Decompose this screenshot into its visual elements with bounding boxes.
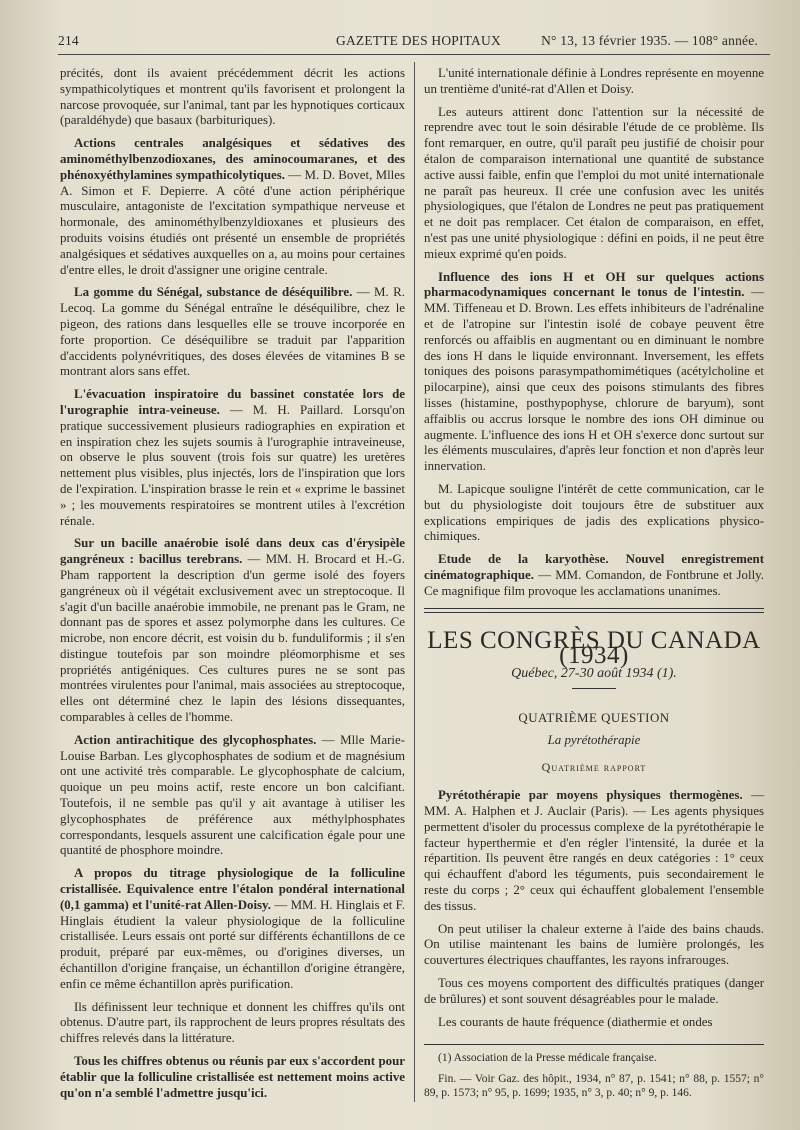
article-aminomethylbenzodioxanes (60, 136, 405, 278)
article-text: — MM. A. Halphen et J. Auclair (Paris). — Les agents physiques permettent d'isoler du processus complexe de la pyrétothérapie le facteur hyperthermie et d'en régler l'intensité, la durée et la répartition. Ils peuvent être rangés en deux catégories : 1° ceux qui échauffent d'abord les téguments, puis secondairement le reste du corps ; 2° ceux qui échauffent globalement l'ensemble des tissus. (424, 788, 764, 913)
article-title: Sur un bacille anaérobie isolé dans deux cas d'érysipèle gangréneux : bacillus terebrans. (60, 536, 405, 567)
question-heading: QUATRIÈME QUESTION (518, 710, 670, 725)
article-title: A propos du titrage physiologique de la folliculine cristallisée. Equivalence entre l'étalon pondéral international (0,1 gamma) et l'unité-rat Allen-Doisy. (60, 866, 405, 912)
report-heading: Quatrième rapport (541, 760, 647, 775)
article-evacuation-bassinet (60, 387, 405, 529)
article-title: Pyrétothérapie par moyens physiques thermogènes. (438, 788, 743, 803)
topic-heading: La pyrétothérapie (547, 732, 641, 747)
congress-heading: LES CONGRÈS DU CANADA (1934) (427, 626, 761, 670)
footnote: Fin. — Voir Gaz. des hôpit., 1934, n° 87, p. 1541; n° 88, p. 1557; n° 89, p. 1573; n° 95, p. 1699; 1935, n° 3, p. 40; n° 9, p. 146. (424, 1073, 764, 1100)
issue-info: N° 13, 13 février 1935. — 108° année. (541, 33, 758, 48)
paragraph: précités, dont ils avaient précédemment décrit les actions sympathicolytiques et montrent qu'ils favorisent et prolongent la narcose provoquée, sur l'animal, tant par les hypnotiques corticaux (paraldéhyde) que basaux (barbituriques). (60, 66, 405, 128)
article-text: — M. R. Lecoq. La gomme du Sénégal entraîne le déséquilibre, chez le pigeon, des rations dans lesquelles elle se trouve incorporée en forte proportion. Ce déséquilibre se traduit par l'apparition d'accidents polynévritiques, des doses élevées de vitamines B se montrant alors sans effet. (60, 285, 405, 379)
article-glycophosphates (60, 733, 405, 859)
paragraph: M. Lapicque souligne l'intérêt de cette communication, car le but du physiologiste doit toujours être de substituer aux explications empiriques de jadis des explications physico-chimiques. (424, 481, 764, 544)
paragraph (60, 1054, 405, 1101)
journal-title: GAZETTE DES HOPITAUX (336, 33, 501, 48)
article-text: — MM. Comandon, de Fontbrune et Jolly. Ce magnifique film provoque les acclamations unanimes. (424, 567, 764, 598)
article-text: — Mlle Marie-Louise Barban. Les glycophosphates de sodium et de magnésium ont une activité très comparable. Le glycophosphate de calcium, quoique un peu moins actif, reste encore un bon calcifiant. Toutefois, il ne semble pas qu'il y ait avantage à utiliser les glycophosphates de préférence aux méthylphosphates correspondants, lesquels assurent une calcification égale pour une quantité de phosphore moindre. (60, 732, 405, 858)
article-title: Actions centrales analgésiques et sédatives des aminométhylbenzodioxanes, des aminocoumaranes, et des phénoxyéthylamines sympathicolytiques. (60, 136, 405, 182)
article-text: — M. H. Paillard. Lorsqu'on pratique successivement plusieurs radiographies en expiration et en inspiration chez les sujets soumis à l'urographie intraveineuse, on observe le plus souvent (trois fois sur quatre) les uretères nettement plus visibles, plus injectés, lors de l'inspiration que lors de l'expiration. L'inspiration brasse le rein et « exprime le bassinet » ; les mouvements respiratoires se montrent utiles à l'excrétion rénale. (60, 402, 406, 528)
article-text: — M. D. Bovet, Mlles A. Simon et F. Depierre. A côté d'une action périphérique musculaire, antagoniste de l'excitation sympathique nerveuse et hormonale, des aminométhylbenzyldioxanes et plusieurs des produits voisins étudiés ont présenté un ensemble de propriétés analgésiques et sédatives auxquelles on a, au moins pour certaines d'entre elles, le droit d'assigner une origine centrale. (60, 167, 405, 277)
article-title: L'évacuation inspiratoire du bassinet constatée lors de l'urographie intra-veineuse. (60, 387, 405, 417)
paragraph: Ils définissent leur technique et donnent les chiffres qu'ils ont obtenus. D'autre part, ils rapprochent de leurs propres résultats des chiffres relevés dans la littérature. (60, 999, 405, 1046)
section-rule (424, 608, 764, 613)
article-title: Influence des ions H et OH sur quelques actions pharmacodynamiques concernant le tonus de l'intestin. (424, 269, 764, 300)
paragraph: L'unité internationale définie à Londres représente en moyenne un trentième d'unité-rat d'Allen et Doisy. (424, 66, 764, 96)
article-title: Etude de la karyothèse. Nouvel enregistrement cinématographique. (424, 552, 764, 582)
emphasized-text: Tous les chiffres obtenus ou réunis par eux s'accordent pour établir que la folliculine cristallisée est nettement moins active qu'on n'a semblé l'admettre jusqu'ici. (60, 1054, 405, 1100)
paragraph: Les auteurs attirent donc l'attention sur la nécessité de reprendre avec tout le soin désirable l'étude de ce problème. Ils font remarquer, en outre, qu'il paraît peu justifié de choisir pour étalon de comparaison international une quantité de substance active aussi faible, enfin que l'emploi du mot unité internationale ne paraît pas heureux. Il crée une confusion avec les unités physiologiques, que l'étalon de Londres ne peut pas pratiquement et ne doit pas remplacer. Cet étalon de comparaison, en effet, n'est pas une unité physiologique : défini en poids, il ne peut être mieux exprimé qu'en poids. (424, 104, 764, 261)
column-divider (414, 62, 415, 1102)
article-gomme-senegal (60, 285, 405, 380)
article-ions-h-oh (424, 270, 764, 475)
article-pyretotherapie (424, 788, 764, 914)
page-number: 214 (58, 33, 79, 48)
paragraph: On peut utiliser la chaleur externe à l'aide des bains chauds. On utilise maintenant les bains de lumière prolongés, les couvertures électriques chauffantes, les rayons infrarouges. (424, 921, 764, 968)
paragraph: Tous ces moyens comportent des difficultés pratiques (danger de brûlures) et sont souvent désagréables pour le malade. (424, 976, 764, 1006)
footnote: (1) Association de la Presse médicale française. (438, 1052, 657, 1065)
running-header (58, 33, 768, 51)
right-column (424, 66, 764, 1107)
article-karyothese (424, 552, 764, 599)
article-text: — MM. H. Brocard et H.-G. Pham rapportent la description d'un germe isolé des foyers gangréneux où il végétait exclusivement avec un streptocoque. Il s'agit d'un bacille anaérobie immobile, ne prenant pas le Gram, ne donnant pas de spores et assez polymorphe dans les cultures. Ce microbe, non encore décrit, est voisin du b. funduliformis ; il s'en distingue toutefois par son moindre pléomorphisme et ses propriétés antigéniques. Ces cultures pures ne se sont pas montrées virulentes pour l'animal, mais associées au streptocoque, elles ont déterminé chez le lapin des lésions dissequantes, comparables à celles de l'homme. (60, 552, 405, 725)
article-text: — MM. Tiffeneau et D. Brown. Les effets inhibiteurs de l'adrénaline et de l'atropine sur l'intestin isolé de cobaye peuvent être renforcés ou affaiblis en augmentant ou en diminuant le nombre des ions H dans le liquide environnant. Inversement, les effets toniques des poisons parasympathomimétiques (acétylcholine et pilocarpine), ainsi que ceux des poisons stimulants des fibres lisses (histamine, posthypophyse, chlorure de baryum), sont affaiblis ou accrus lorsque le nombre des ions OH diminue ou augmente. L'influence des ions H et OH s'exerce donc surtout sur les éléments musculaires, d'après leur fonction et non d'après leur innervation. (424, 285, 764, 474)
article-bacille-anaerobie (60, 536, 405, 726)
short-rule (572, 688, 616, 689)
congress-subheading: Québec, 27-30 août 1934 (1). (511, 666, 677, 682)
article-folliculine (60, 866, 405, 992)
article-title: La gomme du Sénégal, substance de déséquilibre. (74, 285, 353, 300)
article-title: Action antirachitique des glycophosphates. (74, 732, 317, 747)
left-column (60, 66, 405, 1101)
article-text: — MM. H. Hinglais et F. Hinglais étudient la valeur physiologique de la folliculine cristallisée. Leurs essais ont porté sur différents échantillons de ce produit, préparé par eux-mêmes, ou d'origines diverses, un échantillon d'origine française, un échantillon d'origine étrangère, enfin ce même échantillon après purification. (60, 897, 405, 991)
footnote-rule (424, 1044, 764, 1045)
header-rule (58, 54, 770, 55)
paragraph: Les courants de haute fréquence (diathermie et ondes (438, 1014, 713, 1029)
